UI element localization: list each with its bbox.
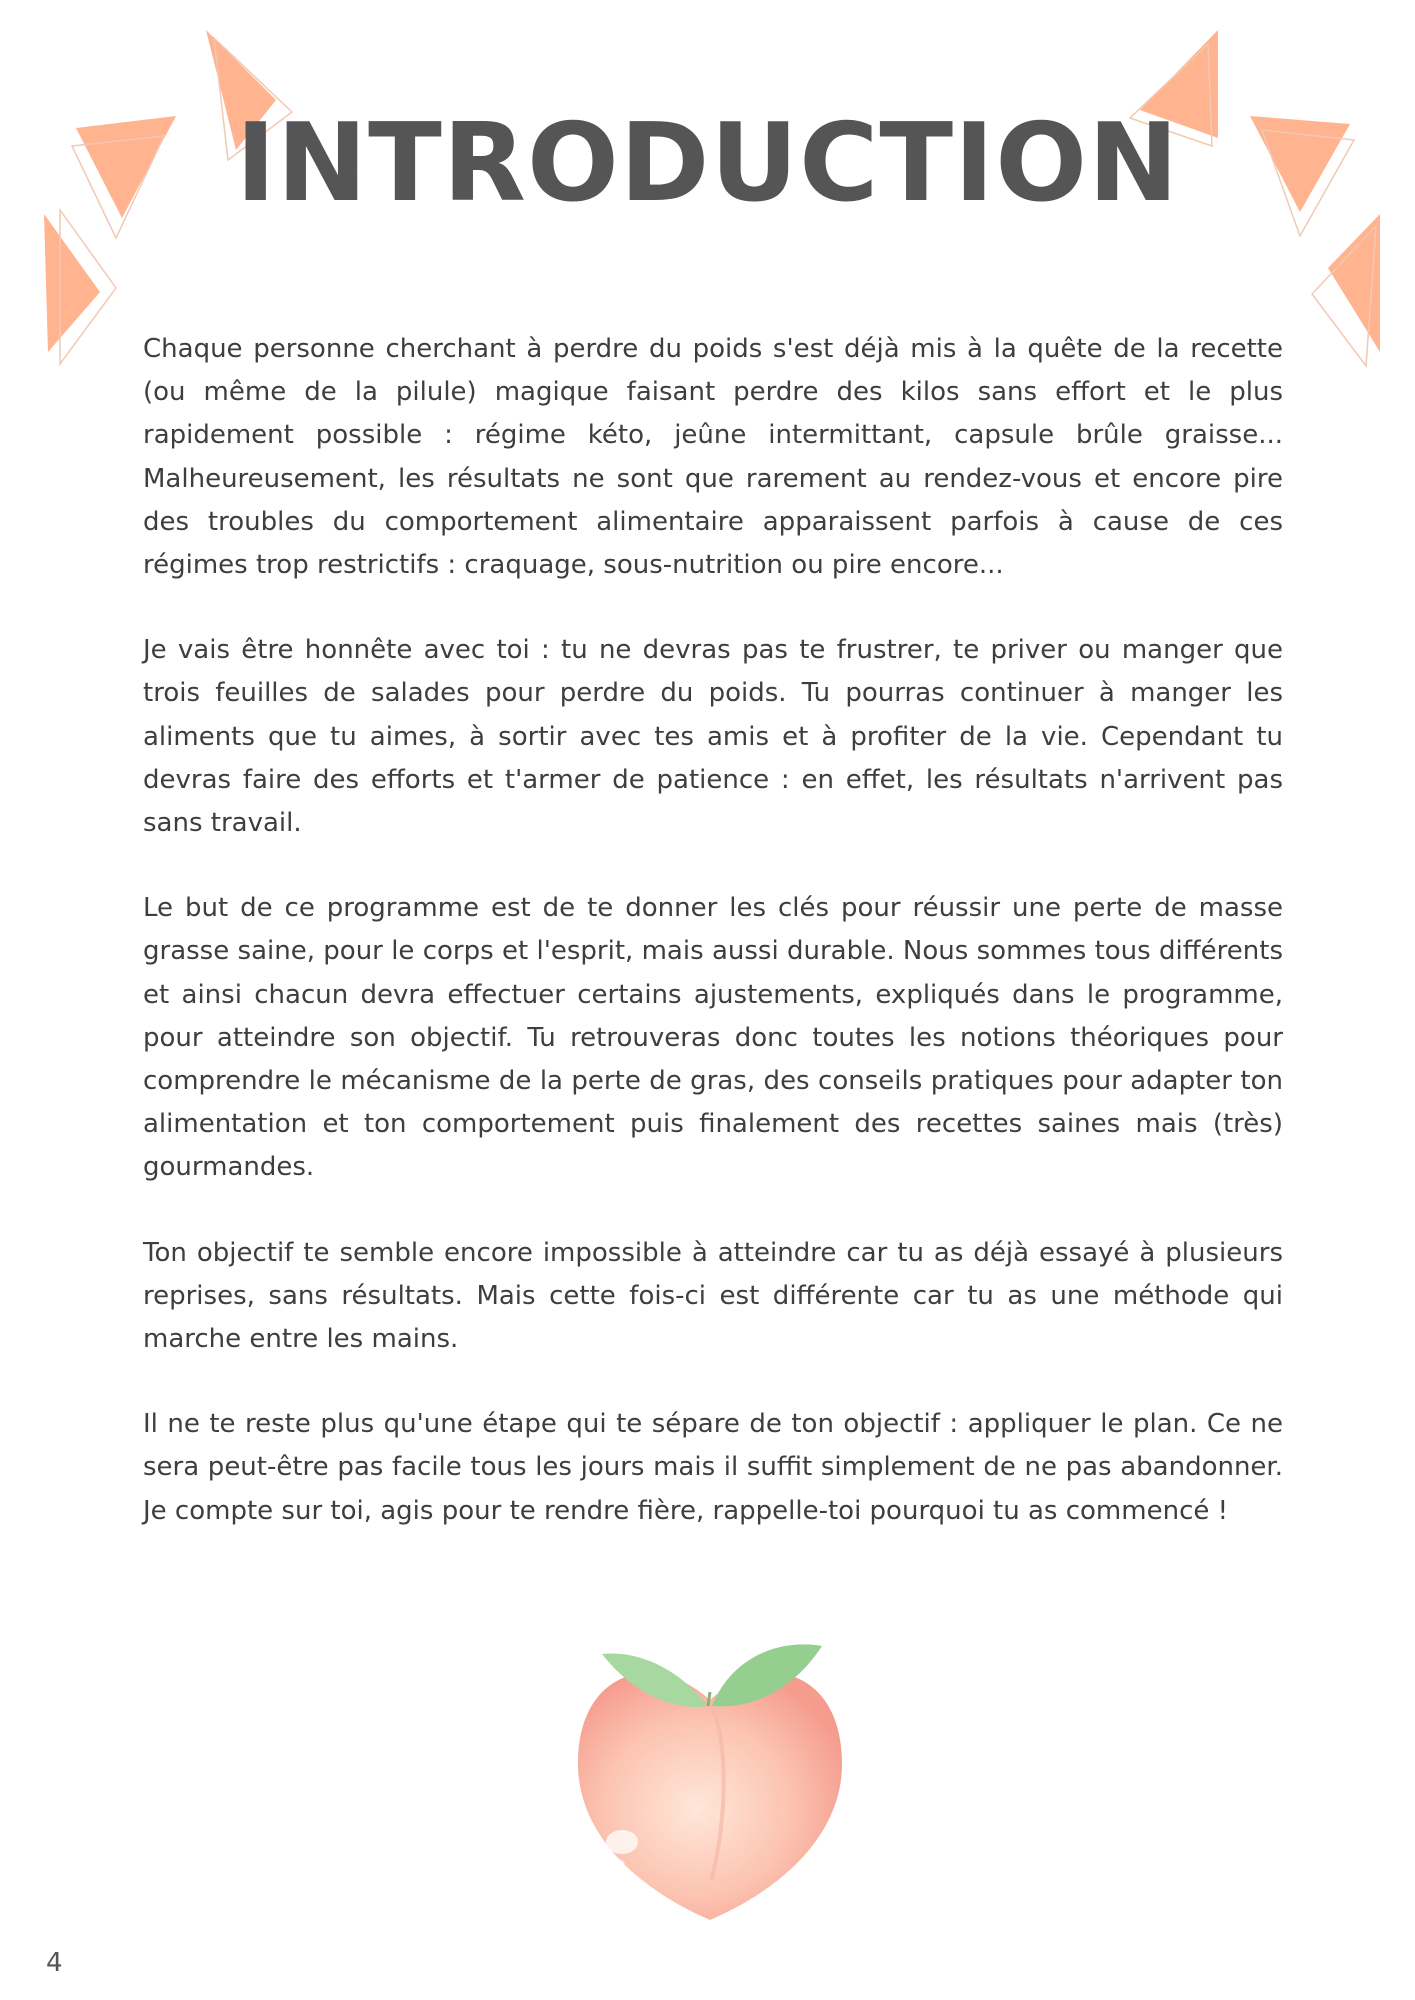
paragraph: Je vais être honnête avec toi : tu ne devras pas te frustrer, te priver ou manger que trois feuilles de salades pour perdre du poids. Tu pourras continuer à manger les aliments que tu aimes, à sortir avec tes amis et à profiter de la vie. Cependant tu devras faire des efforts et t'armer de patience : en effet, les résultats n'arrivent pas sans travail. [143,635,1283,839]
triangle-icon [44,210,116,364]
paragraph: Chaque personne cherchant à perdre du poids s'est déjà mis à la quête de la recette (ou même de la pilule) magique faisant perdre des kilos sans effort et le plus rapidement possible : régime kéto, jeûne intermittant, capsule brûle graisse... Malheureusement, les résultats ne sont que rarement au rendez-vous et encore pire des troubles du comportement alimentaire apparaissent parfois à cause de ces régimes trop restrictifs : craquage, sous-nutrition ou pire encore... [143,334,1283,581]
paragraph: Le but de ce programme est de te donner les clés pour réussir une perte de masse grasse saine, pour le corps et l'esprit, mais aussi durable. Nous sommes tous différents et ainsi chacun devra effectuer certains ajustements, expliqués dans le programme, pour atteindre son objectif. Tu retrouveras donc toutes les notions théoriques pour comprendre le mécanisme de la perte de gras, des conseils pratiques pour adapter ton alimentation et ton comportement puis finalement des recettes saines mais (très) gourmandes. [143,893,1283,1183]
peach-icon [560,1610,860,1930]
page-number: 4 [46,1948,63,1978]
intro-body [143,328,1283,1575]
triangle-icon [1312,214,1380,366]
paragraph: Ton objectif te semble encore impossible à atteindre car tu as déjà essayé à plusieurs reprises, sans résultats. Mais cette fois-ci est différente car tu as une méthode qui marche entre les mains. [143,1237,1283,1355]
page-title: INTRODUCTION [235,101,1180,226]
paragraph: Il ne te reste plus qu'une étape qui te sépare de ton objectif : appliquer le plan. Ce ne sera peut-être pas facile tous les jours mais il suffit simplement de ne pas abandonner. Je compte sur toi, agis pour te rendre fière, rappelle-toi pourquoi tu as commencé ! [143,1409,1283,1526]
